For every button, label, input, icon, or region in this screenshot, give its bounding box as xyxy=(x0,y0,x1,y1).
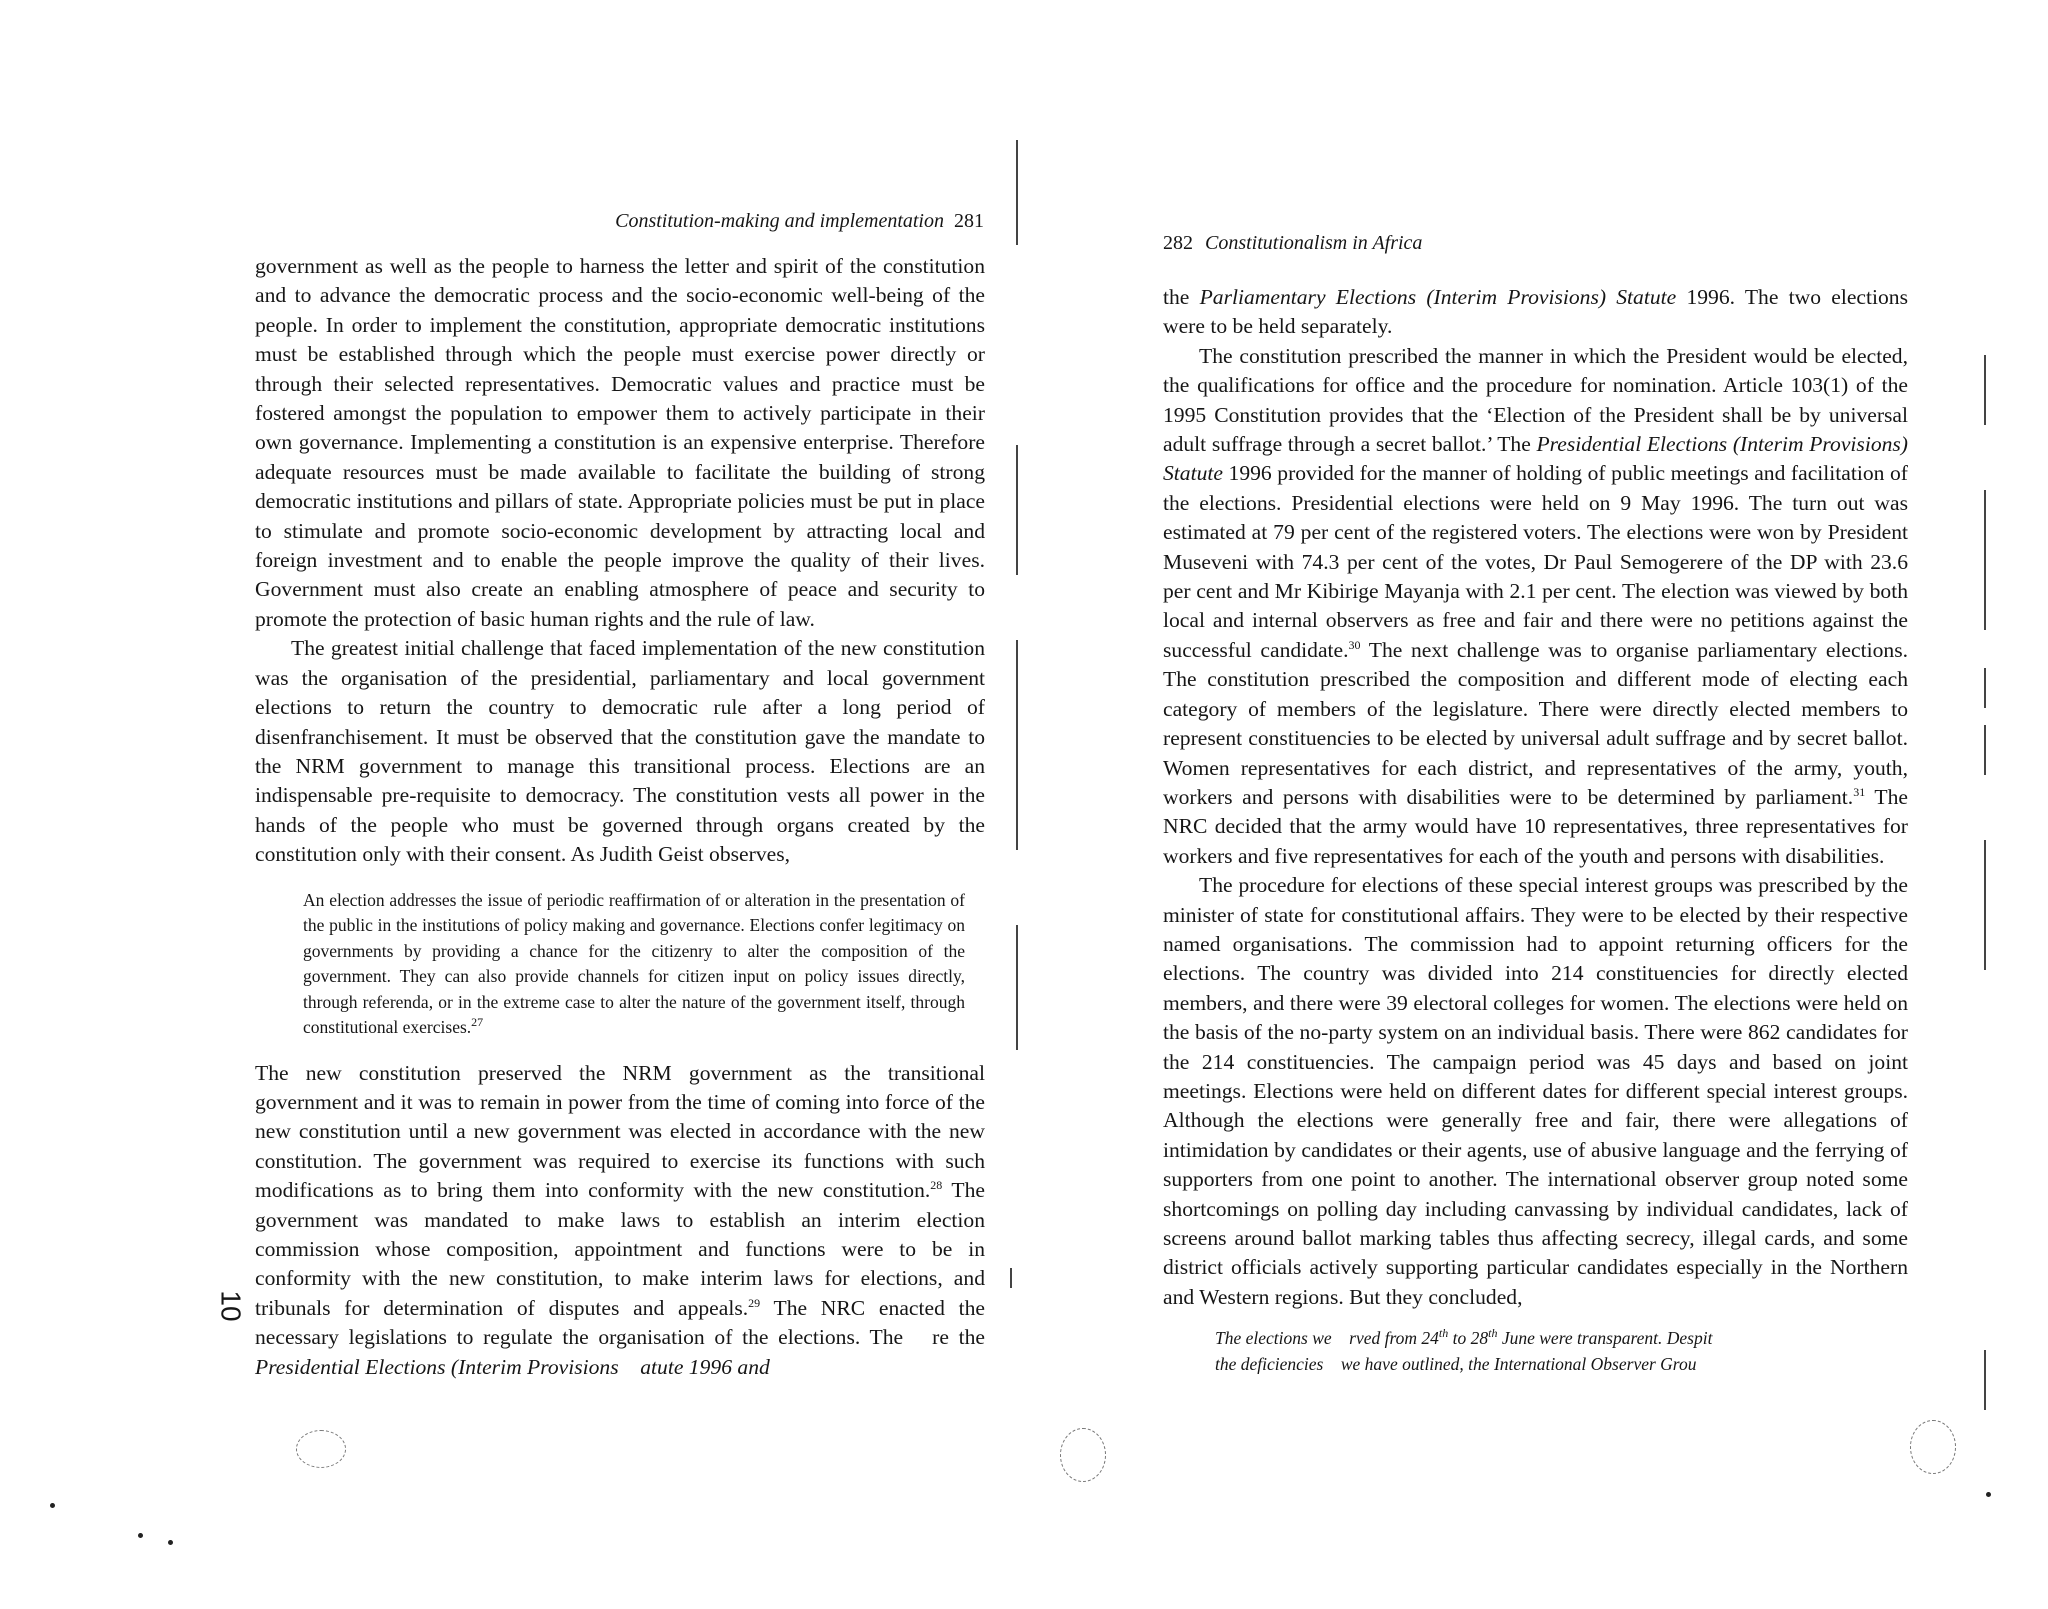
running-header-left xyxy=(615,210,984,233)
paragraph-text: 1996. The two elections were to be held separately. xyxy=(1163,285,1908,339)
page-number-left: 281 xyxy=(954,210,984,232)
statute-title: Parliamentary Elections (Interim Provisions) Statute xyxy=(1199,285,1677,309)
quote-text: The elections we xyxy=(1215,1328,1332,1349)
speck xyxy=(138,1533,143,1538)
statute-title: Presidential Elections (Interim Provisions xyxy=(255,1354,619,1379)
paragraph-text: atute 1996 and xyxy=(640,1354,770,1379)
statute-title: Presidential Elections (Interim Provisions) Statute xyxy=(1163,432,1909,486)
block-quote xyxy=(303,888,965,1041)
page-number-right: 282 xyxy=(1163,232,1193,254)
ordinal-suffix: th xyxy=(1438,1326,1449,1341)
ordinal-suffix: th xyxy=(1488,1326,1498,1341)
footnote-ref: 27 xyxy=(471,1015,484,1030)
footnote-ref: 29 xyxy=(748,1295,761,1310)
paragraph-text: The government was mandated to make laws to establish an interim election commission whose composition, appointment and functions were to be in conformity with the new constitution, to make interim laws for elections, and tribunals for determination of disputes and appeals. xyxy=(255,1178,985,1320)
speck xyxy=(1986,1492,1991,1497)
quote-text: to 28 xyxy=(1448,1328,1489,1349)
paragraph-text: The NRC decided that the army would have 10 representatives, three representatives for workers and five representatives for each of the youth and persons with disabilities. xyxy=(1163,784,1908,868)
speck xyxy=(168,1540,173,1545)
quote-text: An election addresses the issue of periodic reaffirmation of or alteration in the presentation of the public in the institutions of policy making and governance. Elections confer legitimacy on governments by providing a chance for the citizenry to alter the composition of the government. They can also provide channels for citizen input on policy issues directly, through referenda, or in the extreme case to alter the nature of the government itself, through constitutional exercises. xyxy=(303,889,965,1038)
block-quote xyxy=(1215,1326,1868,1377)
punch-hole-mark xyxy=(296,1430,346,1468)
speck xyxy=(50,1503,55,1508)
footnote-ref: 30 xyxy=(1348,637,1361,652)
paragraph: The procedure for elections of these special interest groups was prescribed by the minister of state for constitutional affairs. They were to be elected by their respective named organisations. The commission had to appoint returning officers for the elections. The country was divided into 214 constituencies for directly elected members, and there were 39 electoral colleges for women. The elections were held on the basis of the no-party system on an individual basis. There were 862 candidates for the 214 constituencies. The campaign period was 45 days and based on joint meetings. Elections were held on different dates for different special interest groups. Although the elections were generally free and fair, there were allegations of intimidation by candidates or their agents, use of abusive language and the ferrying of supporters from one point to another. The international observer group noted some shortcomings on polling day including canvassing by individual candidates, lack of screens around ballot marking tables thus affecting secrecy, illegal cards, and some district officials actively supporting particular candidates especially in the Northern and Western regions. But they concluded, xyxy=(1163,873,1908,1309)
paragraph-text: The next challenge was to organise parliamentary elections. The constitution prescribed the composition and different mode of electing each category of members of the legislature. There were directly elected members to represent constituencies to be elected by universal adult suffrage and by secret ballot. Women representatives for each district, and representatives of the army, youth, workers and persons with disabilities were to be determined by parliament. xyxy=(1163,637,1908,809)
punch-hole-mark xyxy=(1910,1420,1956,1474)
left-text-column xyxy=(255,252,985,1382)
footnote-ref: 31 xyxy=(1853,784,1866,799)
paragraph xyxy=(255,1059,985,1382)
quote-text: the deficiencies xyxy=(1215,1353,1328,1374)
paragraph-text: the xyxy=(1163,285,1200,309)
running-header-right xyxy=(1163,232,1422,255)
marginal-page-number: 10 xyxy=(215,1290,247,1322)
paragraph: The greatest initial challenge that faced implementation of the new constitution was the organisation of the presidential, parliamentary and local government elections to return the country to democratic rule after a long period of disenfranchisement. It must be observed that the constitution gave the mandate to the NRM government to manage this transitional process. Elections are an indispensable pre-requisite to democracy. The constitution vests all power in the hands of the people who must be governed through organs created by the constitution only with their consent. As Judith Geist observes, xyxy=(255,636,985,867)
header-title-left: Constitution-making and implementation xyxy=(615,210,944,232)
header-title-right: Constitutionalism in Africa xyxy=(1205,232,1423,254)
punch-hole-mark xyxy=(1060,1428,1106,1482)
paragraph-text: 1996 provided for the manner of holding of public meetings and facilitation of the elections. Presidential elections were held on 9 May 1996. The turn out was estimated at 79 per cent of the registered voters. The elections were won by President Museveni with 74.3 per cent of the votes, Dr Paul Semogerere of the DP with 23.6 per cent and Mr Kibirige Mayanja with 2.1 per cent. The election was viewed by both local and internal observers as free and fair and there were no petitions against the successful candidate. xyxy=(1163,461,1908,662)
quote-text: June were transparent. Despit xyxy=(1497,1328,1713,1349)
paragraph xyxy=(1163,283,1908,342)
paragraph: government as well as the people to harness the letter and spirit of the constitution and to advance the democratic process and the socio-economic well-being of the people. In order to implement the constitution, appropriate democratic institutions must be established through which the people must exercise power directly or through their selected representatives. Democratic values and practice must be fostered amongst the population to empower them to actively participate in their own governance. Implementing a constitution is an expensive enterprise. Therefore adequate resources must be made available to facilitate the building of strong democratic institutions and pillars of state. Appropriate policies must be put in place to stimulate and promote socio-economic development by attracting local and foreign investment and to enable the people improve the quality of their lives. Government must also create an enabling atmosphere of peace and security to promote the protection of basic human rights and the rule of law. xyxy=(255,254,985,631)
quote-text: we have outlined, the International Observer Grou xyxy=(1340,1353,1697,1374)
quote-text: rved from 24 xyxy=(1349,1328,1439,1349)
paragraph-text: The constitution prescribed the manner in which the President would be elected, the qualifications for office and the procedure for nomination. Article 103(1) of the 1995 Constitution provides that the ‘Election of the President shall be by universal adult suffrage through a secret ballot.’ The xyxy=(1163,343,1908,457)
paragraph-text: re the xyxy=(932,1325,985,1350)
paragraph-text: The NRC enacted the necessary legislations to regulate the organisation of the elections. The xyxy=(255,1295,985,1350)
right-text-column xyxy=(1163,283,1908,1377)
footnote-ref: 28 xyxy=(930,1177,943,1192)
paragraph xyxy=(1163,342,1908,871)
paragraph-text: The new constitution preserved the NRM government as the transitional government and it was to remain in power from the time of coming into force of the new constitution until a new government was elected in accordance with the new constitution. The government was required to exercise its functions with such modifications as to bring them into conformity with the new constitution. xyxy=(255,1060,985,1203)
right-page xyxy=(1024,0,2048,1609)
